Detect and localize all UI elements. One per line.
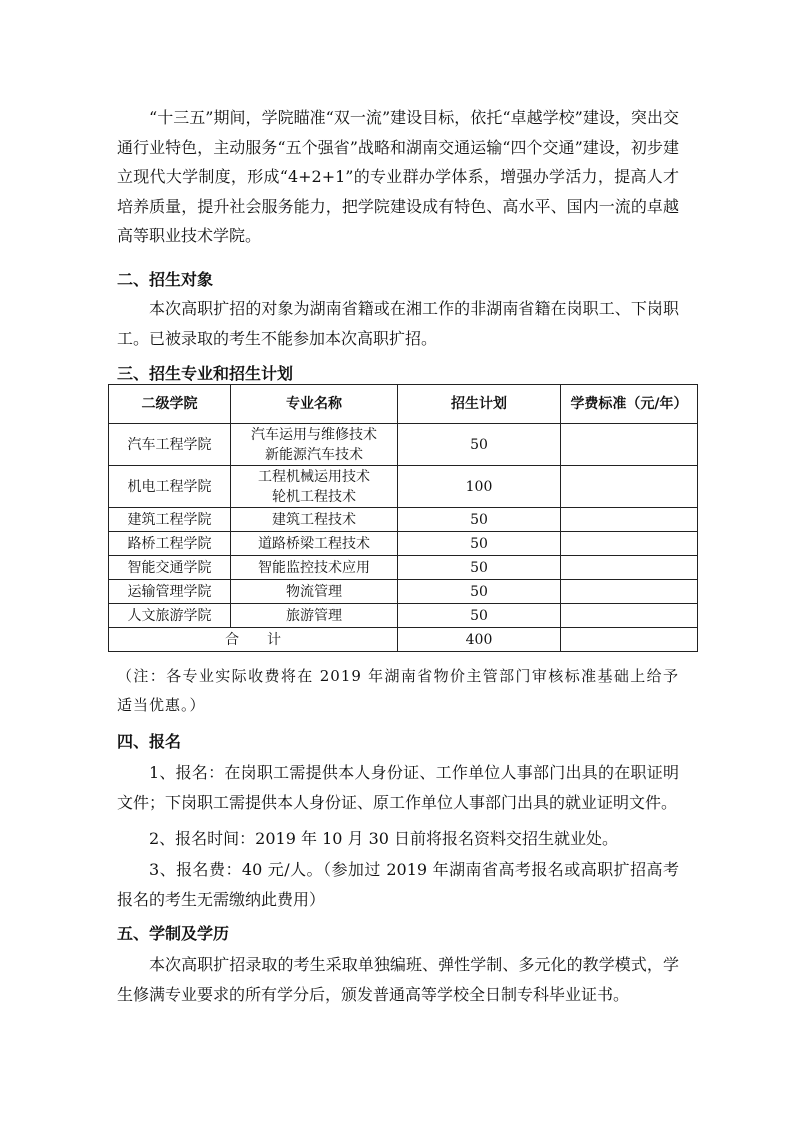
header-cell-major: 专业名称: [231, 385, 398, 424]
schooling-paragraph: 本次高职扩招录取的考生采取单独编班、弹性学制、多元化的教学模式，学生修满专业要求的所有学分后，颁发普通高等学校全日制专科毕业证书。: [117, 955, 679, 1004]
dept-cell: 运输管理学院: [109, 580, 231, 604]
fee-cell: [561, 424, 698, 466]
major-name: 工程机械运用技术: [258, 468, 370, 485]
total-label-cell: 合 计: [109, 628, 398, 652]
major-name: 新能源汽车技术: [265, 446, 363, 463]
major-cell: 旅游管理: [231, 604, 398, 628]
registration-item: 2、报名时间：2019 年 10 月 30 日前将报名资料交招生就业处。: [149, 829, 619, 848]
fee-cell: [561, 466, 698, 508]
table-note: （注：各专业实际收费将在 2019 年湖南省物价主管部门审核标准基础上给予适当优惠。）: [117, 667, 679, 714]
major-cell: 道路桥梁工程技术: [231, 532, 398, 556]
dept-cell: 建筑工程学院: [109, 508, 231, 532]
major-cell: [231, 424, 398, 466]
intro-paragraph: “十三五”期间，学院瞄准“双一流”建设目标，依托“卓越学校”建设，突出交通行业特色，主动服务“五个强省”战略和湖南交通运输“四个交通”建设，初步建立现代大学制度，形成“4+2+1”的专业群办学体系，增强办学活力，提高人才培养质量，提升社会服务能力，把学院建设成有特色、高水平、国内一流的卓越高等职业技术学院。: [117, 108, 679, 245]
table-row: [109, 532, 698, 556]
fee-cell: [561, 508, 698, 532]
major-cell: 物流管理: [231, 580, 398, 604]
table-row: [109, 424, 698, 466]
table-row: [109, 508, 698, 532]
section-heading-schooling: 五、学制及学历: [117, 924, 230, 943]
fee-cell: [561, 604, 698, 628]
section-heading-registration: 四、报名: [117, 732, 182, 751]
header-cell-fee: 学费标准（元/年）: [561, 385, 698, 424]
registration-item: 1、报名：在岗职工需提供本人身份证、工作单位人事部门出具的在职证明文件；下岗职工需提供本人身份证、原工作单位人事部门出具的就业证明文件。: [117, 763, 679, 812]
plan-cell: 50: [398, 580, 561, 604]
enrollment-target-paragraph: 本次高职扩招的对象为湖南省籍或在湘工作的非湖南省籍在岗职工、下岗职工。已被录取的考生不能参加本次高职扩招。: [117, 299, 679, 348]
major-name: 汽车运用与维修技术: [251, 426, 377, 443]
major-cell: [231, 466, 398, 508]
plan-cell: 50: [398, 556, 561, 580]
major-cell: 智能监控技术应用: [231, 556, 398, 580]
fee-cell: [561, 556, 698, 580]
plan-cell: 100: [398, 466, 561, 508]
plan-cell: 50: [398, 508, 561, 532]
table-row: [109, 604, 698, 628]
fee-cell: [561, 532, 698, 556]
table-row: [109, 580, 698, 604]
enrollment-plan-table: [108, 384, 698, 652]
table-header-row: [109, 385, 698, 424]
dept-cell: 人文旅游学院: [109, 604, 231, 628]
table-row: [109, 466, 698, 508]
section-heading-enrollment-target: 二、招生对象: [117, 270, 214, 289]
table-row: [109, 556, 698, 580]
fee-cell: [561, 580, 698, 604]
registration-item: 3、报名费：40 元/人。（参加过 2019 年湖南省高考报名或高职扩招高考报名的考生无需缴纳此费用）: [117, 860, 679, 909]
plan-cell: 50: [398, 424, 561, 466]
dept-cell: 汽车工程学院: [109, 424, 231, 466]
section-heading-majors-plan: 三、招生专业和招生计划: [117, 364, 294, 383]
major-cell: 建筑工程技术: [231, 508, 398, 532]
dept-cell: 智能交通学院: [109, 556, 231, 580]
total-fee-cell: [561, 628, 698, 652]
major-name: 轮机工程技术: [272, 488, 356, 505]
plan-cell: 50: [398, 532, 561, 556]
dept-cell: 机电工程学院: [109, 466, 231, 508]
dept-cell: 路桥工程学院: [109, 532, 231, 556]
table-total-row: [109, 628, 698, 652]
plan-cell: 50: [398, 604, 561, 628]
header-cell-dept: 二级学院: [109, 385, 231, 424]
header-cell-plan: 招生计划: [398, 385, 561, 424]
total-value-cell: 400: [398, 628, 561, 652]
